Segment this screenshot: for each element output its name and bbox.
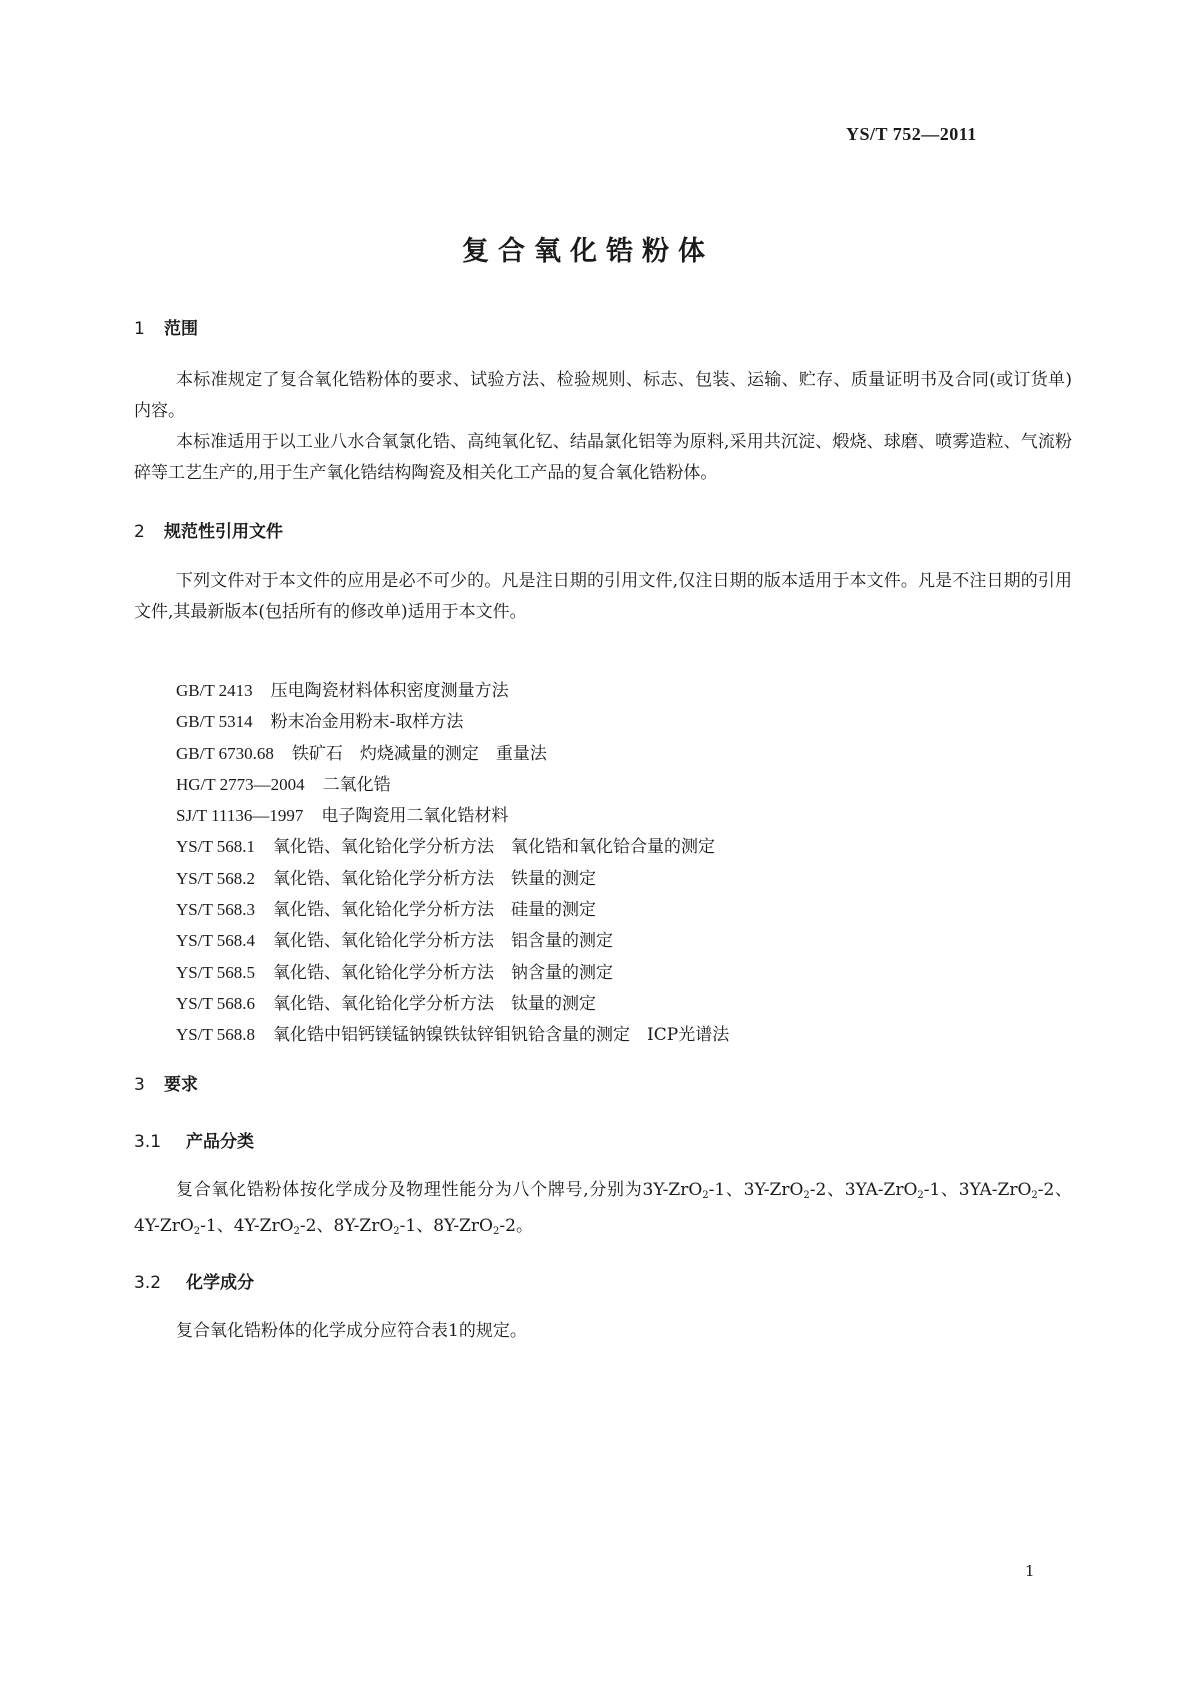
reference-item	[176, 957, 729, 988]
reference-item	[176, 800, 729, 831]
section-title: 化学成分	[186, 1273, 254, 1293]
section-3-heading	[134, 1070, 198, 1095]
reference-title: 氧化锆、氧化铪化学分析方法 氧化锆和氧化铪合量的测定	[273, 837, 716, 858]
section-number: 3	[134, 1075, 145, 1095]
reference-title: 压电陶瓷材料体积密度测量方法	[270, 681, 509, 701]
section-3-1-paragraph	[134, 1175, 1072, 1247]
reference-item	[176, 769, 729, 800]
reference-item	[176, 738, 729, 769]
section-title: 要求	[164, 1075, 198, 1095]
grade-list: 3Y-ZrO$_2$-1、3Y-ZrO$_2$-2、3YA-ZrO$_2$-1、3YA-ZrO$_2$-2、4Y-ZrO$_2$-1、4Y-ZrO$_2$-2、8Y-ZrO$_2$-1、8Y-ZrO$_2$-2。	[134, 1180, 1073, 1237]
reference-code: HG/T 2773—2004	[176, 774, 305, 794]
reference-code: YS/T 568.3	[176, 900, 256, 920]
reference-title: 电子陶瓷用二氧化锆材料	[321, 806, 509, 827]
reference-code: YS/T 568.6	[176, 993, 256, 1013]
section-title: 规范性引用文件	[164, 522, 283, 542]
document-title: 复合氧化锆粉体	[462, 236, 714, 267]
classification-intro-text: 复合氧化锆粉体按化学成分及物理性能分为八个牌号,分别为	[176, 1180, 643, 1200]
reference-code: GB/T 5314	[176, 712, 253, 732]
section-2-heading	[134, 517, 283, 542]
reference-code: GB/T 2413	[176, 681, 253, 700]
section-3-1-heading	[134, 1127, 254, 1152]
section-1-paragraph-2: 本标准适用于以工业八水合氧氯化锆、高纯氧化钇、结晶氯化铝等为原料,采用共沉淀、煅烧、球磨、喷雾造粒、气流粉碎等工艺生产的,用于生产氧化锆结构陶瓷及相关化工产品的复合氧化锆粉体。	[134, 432, 1072, 483]
reference-item	[176, 925, 729, 956]
page-number: 1	[1025, 1562, 1035, 1580]
grade-designation: 8Y-ZrO$_2$-2	[433, 1216, 516, 1237]
section-1-heading	[134, 314, 198, 339]
reference-title: 氧化锆、氧化铪化学分析方法 铁量的测定	[273, 868, 597, 889]
reference-title: 氧化锆、氧化铪化学分析方法 钛量的测定	[273, 993, 597, 1014]
reference-title: 二氧化锆	[322, 774, 391, 795]
reference-item	[176, 988, 729, 1019]
section-1-paragraph-1: 本标准规定了复合氧化锆粉体的要求、试验方法、检验规则、标志、包装、运输、贮存、质量证明书及合同(或订货单)内容。	[134, 370, 1072, 421]
reference-title: 氧化锆、氧化铪化学分析方法 硅量的测定	[273, 900, 597, 921]
reference-code: YS/T 568.2	[176, 868, 256, 888]
grade-designation: 4Y-ZrO$_2$-1	[134, 1216, 217, 1237]
section-3-2-heading	[134, 1268, 254, 1293]
reference-code: YS/T 568.5	[176, 962, 256, 982]
reference-item	[176, 894, 729, 925]
reference-code: YS/T 568.1	[176, 837, 256, 857]
section-2-paragraph: 下列文件对于本文件的应用是必不可少的。凡是注日期的引用文件,仅注日期的版本适用于本文件。凡是不注日期的引用文件,其最新版本(包括所有的修改单)适用于本文件。	[134, 571, 1072, 622]
reference-code: SJ/T 11136—1997	[176, 806, 304, 826]
reference-title: 氧化锆中铝钙镁锰钠镍铁钛锌钼钒铪含量的测定 ICP光谱法	[273, 1025, 730, 1046]
grade-designation: 4Y-ZrO$_2$-2	[233, 1216, 317, 1237]
section-number: 3.1	[134, 1132, 162, 1152]
reference-item	[176, 706, 729, 737]
section-number: 2	[134, 522, 145, 542]
reference-item	[176, 863, 729, 894]
grade-designation: 3Y-ZrO$_2$-2	[743, 1180, 827, 1201]
reference-title: 铁矿石 灼烧减量的测定 重量法	[291, 743, 547, 764]
section-3-2-paragraph: 复合氧化锆粉体的化学成分应符合表1的规定。	[176, 1321, 527, 1341]
reference-item	[176, 831, 729, 862]
grade-designation: 3YA-ZrO$_2$-1	[844, 1180, 941, 1201]
grade-designation: 8Y-ZrO$_2$-1	[333, 1216, 417, 1237]
grade-designation: 3Y-ZrO$_2$-1	[642, 1180, 726, 1201]
reference-code: YS/T 568.8	[176, 1025, 256, 1045]
section-title: 产品分类	[186, 1132, 254, 1152]
reference-item	[176, 1019, 729, 1050]
section-number: 3.2	[134, 1273, 162, 1293]
reference-code: GB/T 6730.68	[176, 743, 274, 763]
standard-code: YS/T 752—2011	[846, 124, 977, 144]
reference-code: YS/T 568.4	[176, 931, 256, 951]
reference-title: 氧化锆、氧化铪化学分析方法 钠含量的测定	[273, 962, 614, 983]
reference-list	[176, 675, 729, 1051]
reference-title: 粉末冶金用粉末-取样方法	[270, 712, 464, 733]
reference-title: 氧化锆、氧化铪化学分析方法 铝含量的测定	[273, 931, 614, 952]
section-number: 1	[134, 319, 145, 339]
grade-designation: 3YA-ZrO$_2$-2	[958, 1180, 1055, 1201]
reference-item	[176, 675, 729, 706]
section-title: 范围	[164, 319, 198, 339]
